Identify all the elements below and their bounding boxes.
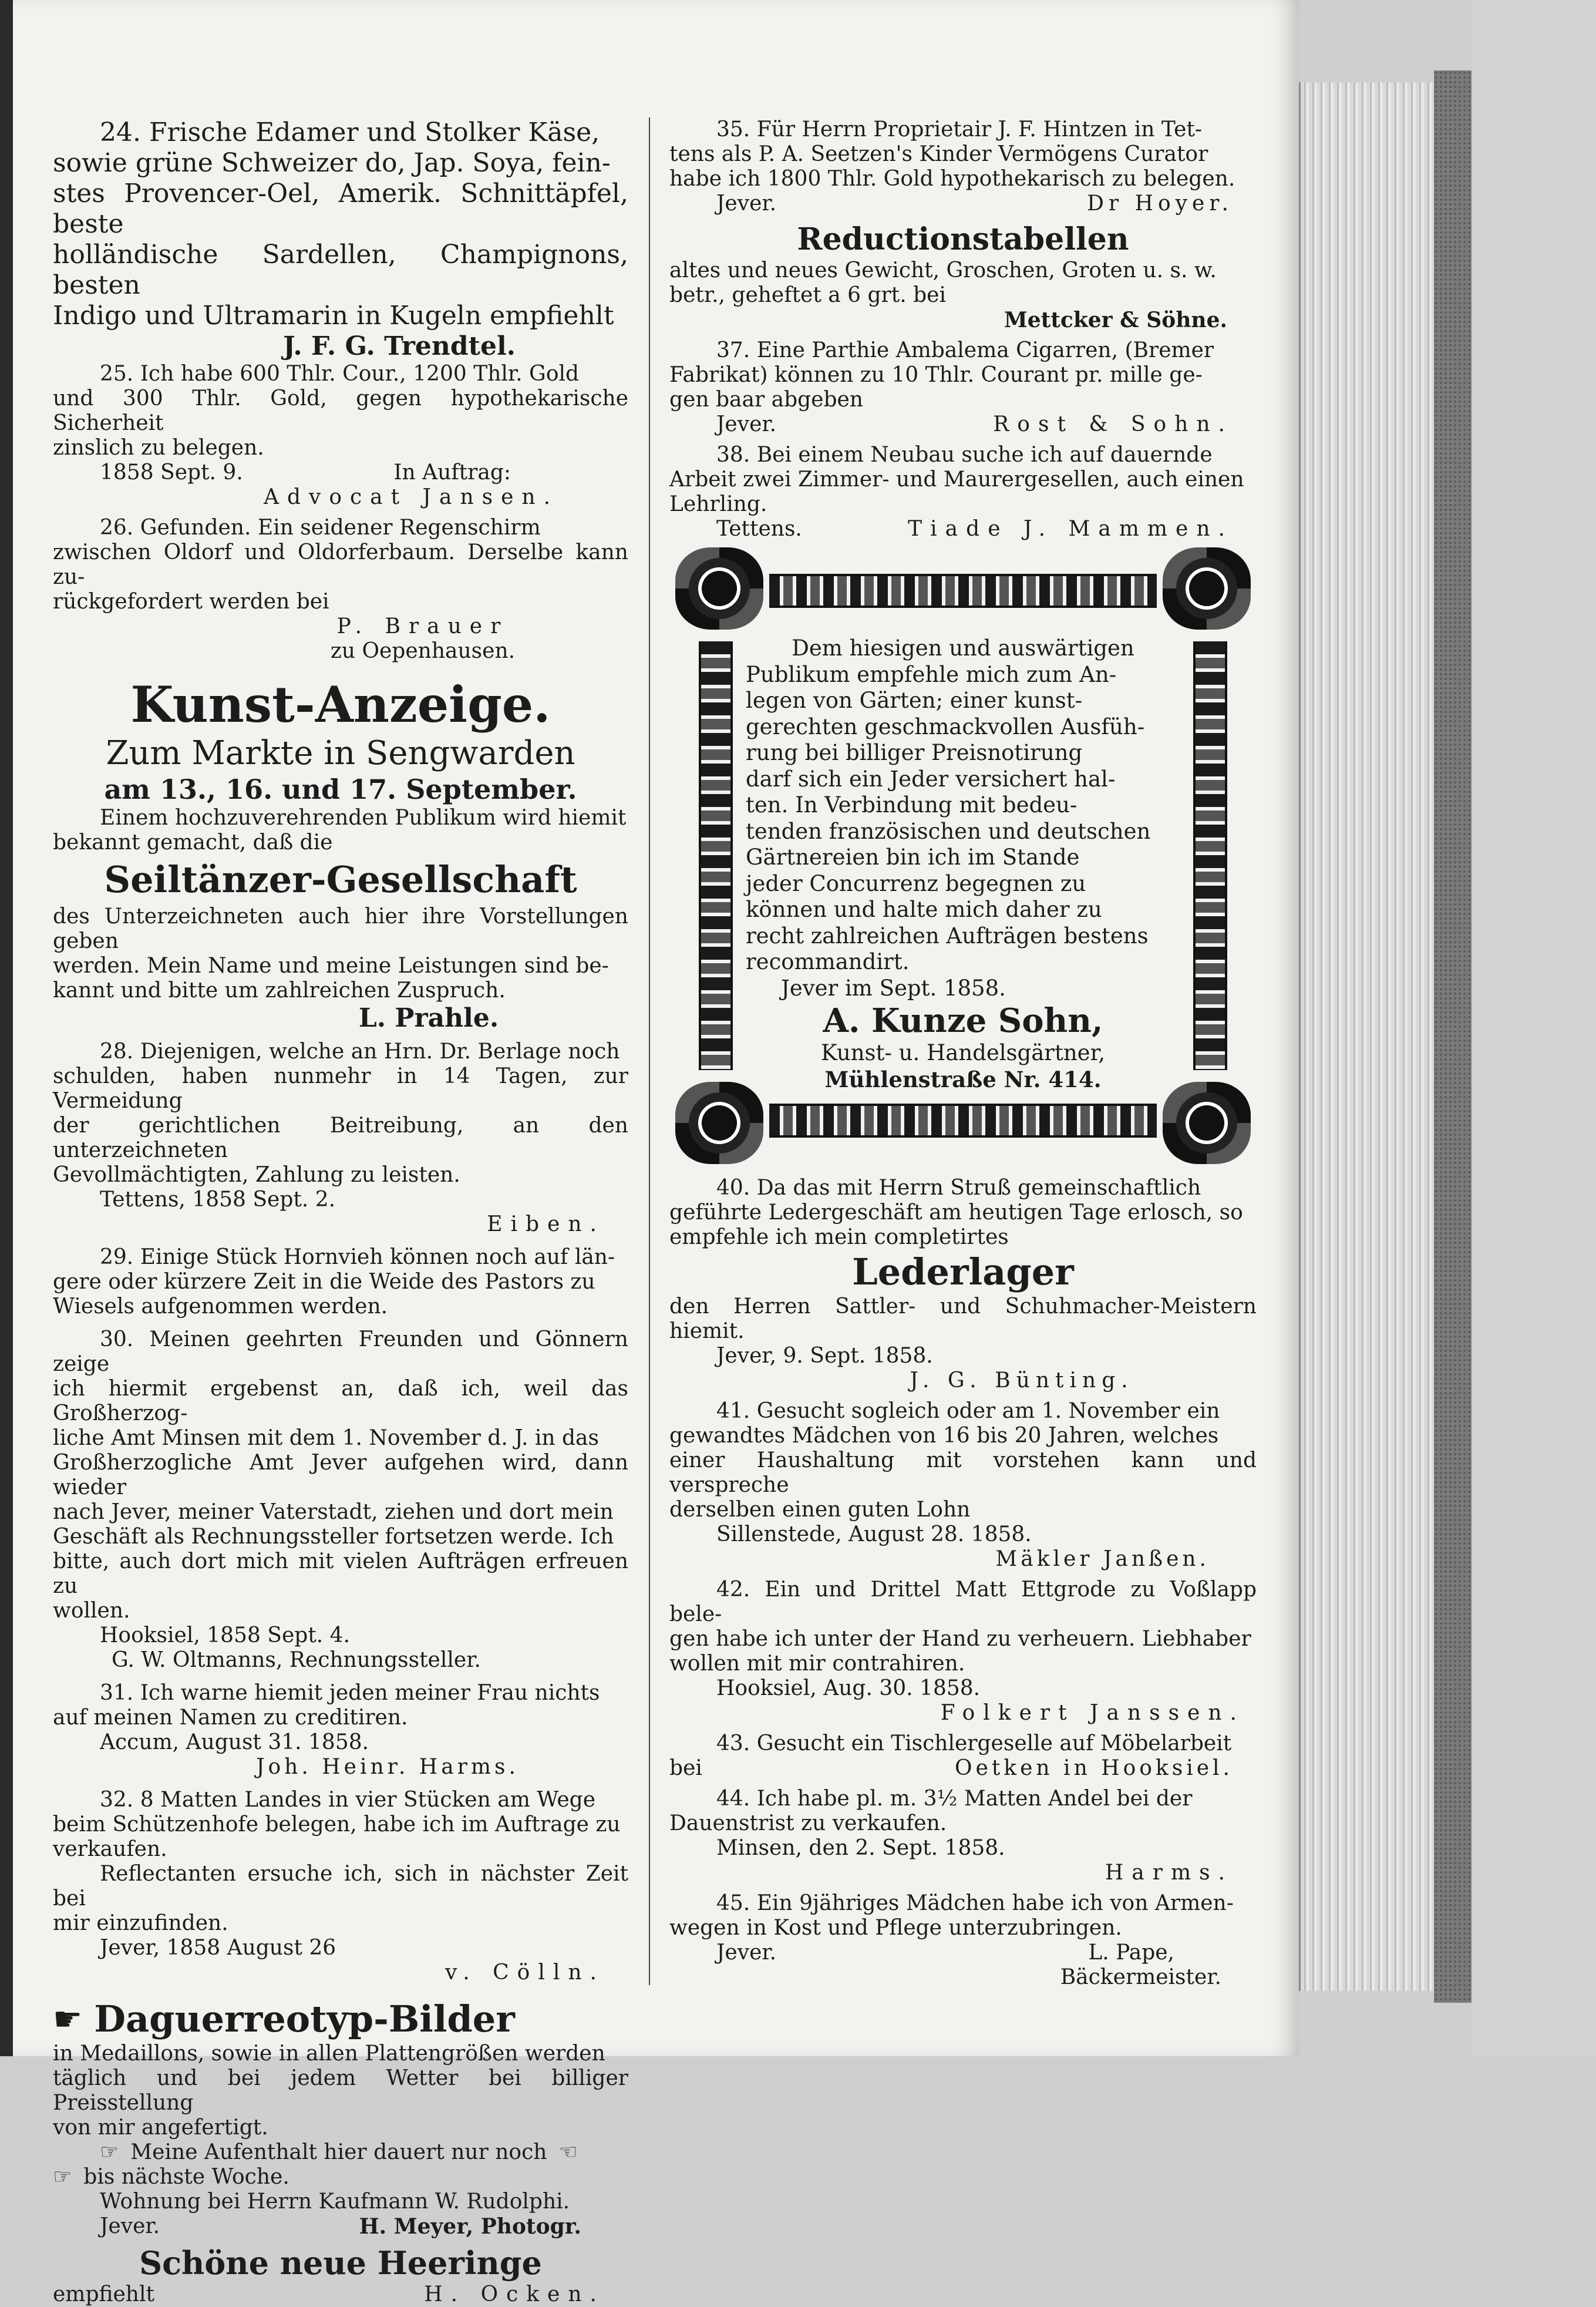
ad-signature: v. Cölln. bbox=[445, 1960, 605, 1985]
ad-line: darf sich ein Jeder versichert hal- bbox=[746, 766, 1116, 792]
ad-line: 40. Da das mit Herrn Struß gemeinschaftlich bbox=[716, 1176, 1201, 1200]
ad-31 bbox=[53, 1681, 628, 1780]
ad-45 bbox=[669, 1891, 1257, 1990]
ad-signature: Tiade J. Mammen. bbox=[908, 517, 1233, 541]
ad-signature: Joh. Heinr. Harms. bbox=[256, 1755, 519, 1779]
ad-signature: Harms. bbox=[1105, 1861, 1233, 1885]
ornament-corner bbox=[675, 1082, 763, 1164]
ad-signature: Advocat Jansen. bbox=[263, 485, 559, 509]
ad-line: betr., geheftet a 6 grt. bei bbox=[669, 283, 946, 307]
ad-line: rückgefordert werden bei bbox=[53, 590, 329, 614]
ad-signature-title: Bäckermeister. bbox=[1060, 1965, 1221, 1989]
ad-line: Großherzogliche Amt Jever aufgehen wird, dann wieder bbox=[53, 1451, 628, 1499]
ad-line: empfiehlt bbox=[53, 2282, 154, 2306]
ad-line: und 300 Thlr. Gold, gegen hypothekarische Sicherheit bbox=[53, 386, 628, 435]
ad-line: 32. 8 Matten Landes in vier Stücken am Wege bbox=[100, 1788, 595, 1812]
ad-40 bbox=[669, 1176, 1257, 1393]
pointing-hand-icon: ☞ bbox=[100, 2140, 119, 2164]
ad-line: 25. Ich habe 600 Thlr. Cour., 1200 Thlr. Gold bbox=[100, 362, 580, 386]
ad-line: auf meinen Namen zu creditiren. bbox=[53, 1706, 408, 1730]
kunst-anzeige bbox=[53, 675, 628, 1034]
ad-signature: P. Brauer bbox=[336, 614, 509, 638]
ad-29 bbox=[53, 1245, 628, 1319]
ad-signature: J. F. G. Trendtel. bbox=[283, 331, 516, 361]
ad-line: 44. Ich habe pl. m. 3½ Matten Andel bei der bbox=[716, 1787, 1193, 1811]
ad-line: wegen in Kost und Pflege unterzubringen. bbox=[669, 1916, 1122, 1940]
ad-date: 1858 Sept. 9. bbox=[100, 460, 243, 485]
kunst-dates: am 13., 16. und 17. September. bbox=[104, 774, 577, 805]
ornament-corner bbox=[675, 547, 763, 630]
ad-line: liche Amt Minsen mit dem 1. November d. J. in das bbox=[53, 1426, 599, 1450]
ad-signature: H. Meyer, Photogr. bbox=[359, 2214, 581, 2239]
ad-32 bbox=[53, 1788, 628, 1985]
ad-line: Dem hiesigen und auswärtigen bbox=[792, 635, 1134, 661]
ad-line: Gevollmächtigten, Zahlung zu leisten. bbox=[53, 1163, 460, 1187]
ad-date: Jever, 9. Sept. 1858. bbox=[716, 1344, 933, 1368]
column-divider bbox=[649, 117, 650, 1985]
ad-place: Jever. bbox=[716, 412, 777, 436]
ad-line: gere oder kürzere Zeit in die Weide des Pastors zu bbox=[53, 1270, 595, 1294]
kunze-address: Mühlenstraße Nr. 414. bbox=[824, 1066, 1102, 1092]
ad-line: empfehle ich mein completirtes bbox=[669, 1225, 1009, 1249]
ad-line: schulden, haben nunmehr in 14 Tagen, zur Vermeidung bbox=[53, 1064, 628, 1113]
ad-line: in Medaillons, sowie in allen Plattengrößen werden bbox=[53, 2042, 605, 2066]
ad-signature: Eiben. bbox=[487, 1212, 605, 1236]
daguerreotype-stay: bis nächste Woche. bbox=[83, 2165, 289, 2189]
daguerreotype-title: Daguerreotyp-Bilder bbox=[94, 1997, 515, 2040]
kunst-title: Kunst-Anzeige. bbox=[130, 675, 551, 734]
ad-line: 30. Meinen geehrten Freunden und Gönnern zeige bbox=[53, 1327, 628, 1376]
reductionstabellen-title: Reductionstabellen bbox=[797, 221, 1129, 257]
ad-signature: Rost & Sohn. bbox=[993, 412, 1233, 436]
ad-signature: Folkert Janssen. bbox=[940, 1701, 1245, 1725]
kunst-subtitle: Zum Markte in Sengwarden bbox=[106, 734, 575, 772]
ad-line: zwischen Oldorf und Oldorferbaum. Derselbe kann zu- bbox=[53, 540, 628, 589]
ad-line: legen von Gärten; einer kunst- bbox=[746, 688, 1083, 713]
ad-line: den Herren Sattler- und Schuhmacher-Meistern hiemit. bbox=[669, 1294, 1257, 1343]
ad-signature: Mäkler Janßen. bbox=[995, 1547, 1210, 1571]
ad-date: Jever im Sept. 1858. bbox=[781, 975, 1006, 1001]
scan-left-edge bbox=[0, 0, 13, 2056]
ad-line: Wiesels aufgenommen werden. bbox=[53, 1294, 388, 1319]
ad-line: 35. Für Herrn Proprietair J. F. Hintzen in Tet- bbox=[716, 117, 1203, 142]
ad-date: Sillenstede, August 28. 1858. bbox=[716, 1522, 1032, 1546]
ad-line: kannt und bitte um zahlreichen Zuspruch. bbox=[53, 978, 506, 1003]
ad-date: Jever, 1858 August 26 bbox=[100, 1936, 336, 1960]
ad-line: habe ich 1800 Thlr. Gold hypothekarisch zu belegen. bbox=[669, 167, 1235, 191]
ad-line: täglich und bei jedem Wetter bei billiger Preisstellung bbox=[53, 2066, 628, 2115]
daguerreotype-stay: Meine Aufenthalt hier dauert nur noch bbox=[130, 2140, 547, 2164]
ad-line: der gerichtlichen Beitreibung, an den unterzeichneten bbox=[53, 1114, 628, 1162]
ad-line: holländische Sardellen, Champignons, besten bbox=[53, 240, 628, 300]
ad-place: Jever. bbox=[100, 2214, 160, 2238]
ad-place: Tettens. bbox=[716, 517, 802, 541]
ad-date: Hooksiel, 1858 Sept. 4. bbox=[100, 1623, 351, 1647]
ad-line: 45. Ein 9jähriges Mädchen habe ich von Armen- bbox=[716, 1891, 1234, 1915]
ad-line: des Unterzeichneten auch hier ihre Vorstellungen geben bbox=[53, 904, 628, 953]
kunst-troupe: Seiltänzer-Gesellschaft bbox=[104, 858, 577, 901]
ad-26 bbox=[53, 516, 628, 664]
ad-line: Einem hochzuverehrenden Publikum wird hiemit bbox=[100, 806, 627, 830]
ad-date: Hooksiel, Aug. 30. 1858. bbox=[716, 1676, 981, 1700]
ad-line: gewandtes Mädchen von 16 bis 20 Jahren, welches bbox=[669, 1424, 1219, 1448]
daguerreotype-ad bbox=[53, 1997, 628, 2239]
ad-line: mir einzufinden. bbox=[53, 1911, 228, 1935]
left-column bbox=[53, 117, 628, 2307]
ad-line: werden. Mein Name und meine Leistungen sind be- bbox=[53, 954, 609, 978]
ad-signature-place: zu Oepenhausen. bbox=[330, 639, 516, 663]
ad-line: Arbeit zwei Zimmer- und Maurergesellen, auch einen bbox=[669, 468, 1244, 492]
ad-line: bekannt gemacht, daß die bbox=[53, 830, 333, 855]
ad-line: 38. Bei einem Neubau suche ich auf dauernde bbox=[716, 443, 1213, 467]
ad-date: Tettens, 1858 Sept. 2. bbox=[100, 1188, 336, 1212]
ad-line: bitte, auch dort mich mit vielen Aufträgen erfreuen zu bbox=[53, 1549, 628, 1598]
ad-date: Minsen, den 2. Sept. 1858. bbox=[716, 1836, 1005, 1860]
ad-line: Indigo und Ultramarin in Kugeln empfiehlt bbox=[53, 301, 614, 331]
ad-line: Fabrikat) können zu 10 Thlr. Courant pr. mille ge- bbox=[669, 363, 1203, 387]
heringe-ad bbox=[53, 2244, 628, 2307]
ad-line: können und halte mich daher zu bbox=[746, 897, 1102, 922]
ad-line: sowie grüne Schweizer do, Jap. Soya, fein- bbox=[53, 148, 611, 178]
ad-line: derselben einen guten Lohn bbox=[669, 1498, 971, 1522]
ad-signature: Mettcker & Söhne. bbox=[1004, 308, 1227, 332]
kunze-trade: Kunst- u. Handelsgärtner, bbox=[821, 1040, 1105, 1065]
ad-signature: J. G. Bünting. bbox=[910, 1368, 1134, 1393]
heringe-title: Schöne neue Heeringe bbox=[139, 2244, 542, 2282]
ad-line: altes und neues Gewicht, Groschen, Groten u. s. w. bbox=[669, 258, 1217, 283]
ad-signature: Oetken in Hooksiel. bbox=[955, 1756, 1233, 1780]
ad-line: verkaufen. bbox=[53, 1837, 167, 1861]
right-column bbox=[669, 117, 1257, 1990]
ad-30 bbox=[53, 1327, 628, 1673]
ad-signature: L. Prahle. bbox=[358, 1003, 499, 1033]
ad-line: 31. Ich warne hiemit jeden meiner Frau nichts bbox=[100, 1681, 600, 1705]
ad-line: recht zahlreichen Aufträgen bestens bbox=[746, 923, 1149, 949]
kunze-ad bbox=[746, 635, 1180, 1092]
ornament-border-bottom bbox=[769, 1104, 1157, 1138]
ad-41 bbox=[669, 1399, 1257, 1572]
ad-line: gen habe ich unter der Hand zu verheuern. Liebhaber bbox=[669, 1627, 1251, 1651]
ad-signature: G. W. Oltmanns, Rechnungssteller. bbox=[112, 1648, 481, 1672]
ad-line: Gärtnereien bin ich im Stande bbox=[746, 845, 1080, 870]
ad-line: tenden französischen und deutschen bbox=[746, 818, 1151, 844]
ad-line: jeder Concurrenz begegnen zu bbox=[746, 870, 1086, 896]
ad-line: einer Haushaltung mit vorstehen kann und verspreche bbox=[669, 1448, 1257, 1497]
ad-line: 24. Frische Edamer und Stolker Käse, bbox=[100, 117, 600, 147]
ad-line: 41. Gesucht sogleich oder am 1. November ein bbox=[716, 1399, 1220, 1423]
ad-place: Jever. bbox=[716, 1941, 777, 1965]
ad-signature: L. Pape, bbox=[1088, 1941, 1174, 1965]
ad-line: Reflectanten ersuche ich, sich in nächster Zeit bei bbox=[53, 1862, 628, 1911]
ad-line: gen baar abgeben bbox=[669, 388, 863, 412]
ad-signature: Dr Hoyer. bbox=[1087, 191, 1233, 216]
ad-24 bbox=[53, 117, 628, 362]
ad-line: Lehrling. bbox=[669, 492, 767, 516]
ornamental-frame bbox=[675, 547, 1251, 1164]
ornament-corner bbox=[1163, 1082, 1251, 1164]
ad-line: recommandirt. bbox=[746, 949, 910, 974]
ad-28 bbox=[53, 1040, 628, 1237]
ad-line: 42. Ein und Drittel Matt Ettgrode zu Voßlapp bele- bbox=[669, 1578, 1257, 1626]
ad-line: geführte Ledergeschäft am heutigen Tage erlosch, so bbox=[669, 1200, 1243, 1225]
pointing-hand-icon: ☛ bbox=[53, 2000, 83, 2039]
ad-line: Geschäft als Rechnungssteller fortsetzen werde. Ich bbox=[53, 1525, 614, 1549]
ornament-border-top bbox=[769, 574, 1157, 608]
ad-place: Jever. bbox=[716, 191, 777, 216]
kunze-firm: A. Kunze Sohn, bbox=[823, 1001, 1103, 1040]
ad-44 bbox=[669, 1787, 1257, 1885]
book-cover-edge bbox=[1434, 70, 1472, 2003]
ad-25 bbox=[53, 362, 628, 510]
ad-line: ten. In Verbindung mit bedeu- bbox=[746, 792, 1078, 818]
ad-43 bbox=[669, 1731, 1257, 1781]
ad-line: von mir angefertigt. bbox=[53, 2116, 268, 2140]
newspaper-page bbox=[13, 0, 1299, 2306]
ad-line: 37. Eine Parthie Ambalema Cigarren, (Bremer bbox=[716, 338, 1214, 362]
daguerreotype-address: Wohnung bei Herrn Kaufmann W. Rudolphi. bbox=[100, 2190, 570, 2214]
ornament-border-right bbox=[1193, 641, 1227, 1070]
book-page-edges bbox=[1299, 82, 1436, 1991]
reductionstabellen-ad bbox=[669, 221, 1257, 332]
ad-line: wollen. bbox=[53, 1599, 130, 1623]
ad-42 bbox=[669, 1578, 1257, 1726]
ad-38 bbox=[669, 443, 1257, 542]
ad-line: wollen mit mir contrahiren. bbox=[669, 1652, 965, 1676]
ad-date: Accum, August 31. 1858. bbox=[100, 1730, 369, 1754]
ad-line: stes Provencer-Oel, Amerik. Schnittäpfel, beste bbox=[53, 179, 628, 239]
ad-line: 28. Diejenigen, welche an Hrn. Dr. Berlage noch bbox=[100, 1040, 620, 1064]
ad-37 bbox=[669, 338, 1257, 437]
ad-line: tens als P. A. Seetzen's Kinder Vermögens Curator bbox=[669, 142, 1208, 166]
ornament-border-left bbox=[699, 641, 733, 1070]
ad-35 bbox=[669, 117, 1257, 216]
ad-line: 29. Einige Stück Hornvieh können noch auf län- bbox=[100, 1245, 615, 1269]
ad-line: 43. Gesucht ein Tischlergeselle auf Möbelarbeit bbox=[716, 1731, 1232, 1756]
ornament-corner bbox=[1163, 547, 1251, 630]
ad-line: bei bbox=[669, 1756, 702, 1780]
pointing-hand-icon: ☞ bbox=[53, 2165, 72, 2189]
ad-line: rung bei billiger Preisnotirung bbox=[746, 740, 1083, 765]
ad-line: beim Schützenhofe belegen, habe ich im Auftrage zu bbox=[53, 1812, 621, 1837]
lederlager-title: Lederlager bbox=[852, 1250, 1074, 1293]
ad-line: Dauenstrist zu verkaufen. bbox=[669, 1811, 947, 1835]
ad-line: gerechten geschmackvollen Ausfüh- bbox=[746, 714, 1145, 739]
ad-line: zinslich zu belegen. bbox=[53, 436, 264, 460]
ad-line: ich hiermit ergebenst an, daß ich, weil das Großherzog- bbox=[53, 1377, 628, 1425]
ad-line: 26. Gefunden. Ein seidener Regenschirm bbox=[100, 516, 541, 540]
ad-mandate: In Auftrag: bbox=[393, 460, 511, 485]
scan-background bbox=[1472, 0, 1596, 2056]
ad-signature: H. Ocken. bbox=[424, 2282, 605, 2306]
ad-line: Publikum empfehle mich zum An- bbox=[746, 661, 1117, 687]
ad-line: nach Jever, meiner Vaterstadt, ziehen und dort mein bbox=[53, 1500, 614, 1524]
pointing-hand-icon: ☜ bbox=[558, 2140, 578, 2164]
